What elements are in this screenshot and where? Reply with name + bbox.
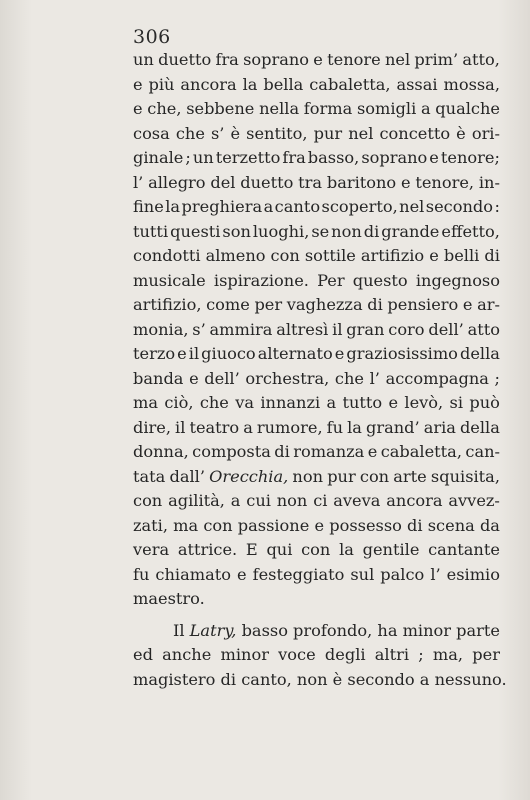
word: esimio: [446, 564, 500, 584]
word: la: [339, 540, 354, 559]
word: duetto: [240, 172, 294, 192]
word: forma: [303, 99, 353, 118]
word: aveva: [333, 491, 381, 510]
word: preghiera: [181, 197, 263, 216]
word: e: [133, 99, 143, 118]
word: fra: [282, 148, 306, 167]
word: artifizio: [360, 246, 425, 265]
word: a: [326, 393, 337, 412]
word: e: [334, 344, 345, 363]
word: tenore;: [440, 148, 500, 167]
italic-name: Orecchia,: [209, 466, 289, 486]
text-line: [133, 563, 500, 588]
word: ;: [185, 148, 191, 167]
word: dall’: [169, 466, 205, 486]
word: e: [388, 393, 399, 412]
text-line: [133, 97, 500, 122]
word: ma,: [432, 645, 464, 664]
word: qui: [266, 540, 293, 559]
word: per: [472, 645, 500, 664]
text-line: [133, 587, 500, 612]
word: scoperto,: [321, 197, 398, 216]
word: donna,: [133, 442, 189, 461]
word: cabaletta,: [380, 442, 462, 461]
text-line: [133, 668, 507, 693]
word: composta: [192, 442, 271, 461]
word: più: [148, 74, 175, 94]
word: ha: [377, 620, 398, 640]
word: e: [462, 295, 473, 314]
word: l’: [430, 564, 441, 584]
word: e: [313, 50, 323, 69]
word: almeno: [205, 246, 266, 265]
text-line: [133, 514, 500, 539]
word: la: [165, 197, 181, 216]
word: tenore,: [415, 172, 475, 192]
page-number: 306: [133, 26, 171, 48]
word: ori-: [471, 123, 500, 143]
word: tutto: [342, 393, 383, 412]
word: qualche: [435, 99, 500, 118]
word: terzetto: [215, 148, 281, 167]
word: tutti: [133, 221, 169, 241]
word: luoghi,: [252, 221, 310, 241]
word: e: [189, 368, 199, 388]
word: scena: [427, 515, 475, 535]
word: ispirazione.: [213, 270, 309, 290]
word: nel: [348, 123, 374, 143]
word: il: [188, 344, 200, 363]
text-line: [133, 244, 500, 269]
word: la: [242, 74, 258, 94]
word: e: [429, 246, 439, 265]
word: romanza: [293, 442, 365, 461]
word: ;: [418, 645, 424, 664]
word: che: [334, 368, 364, 388]
text-line: [133, 122, 500, 147]
word: avvez-: [448, 491, 500, 510]
word: nella: [259, 99, 300, 118]
word: minor: [220, 645, 269, 664]
word: cabaletta,: [309, 74, 391, 94]
word: e: [177, 344, 187, 363]
word: non: [276, 491, 308, 510]
word: aria: [423, 417, 456, 437]
word: del: [210, 172, 236, 192]
word: belli: [443, 246, 480, 265]
text-line: [133, 146, 500, 171]
word: con: [359, 466, 390, 486]
word: innanzi: [260, 393, 321, 412]
word: Il: [173, 620, 185, 640]
word: questi: [170, 221, 221, 241]
word: cantante: [428, 540, 500, 559]
word: il: [332, 319, 343, 339]
word: musicale: [133, 270, 206, 290]
word: tenore: [327, 50, 381, 69]
word: atto,: [462, 50, 500, 69]
word: altresì: [276, 319, 329, 339]
word: anche: [162, 645, 212, 664]
word: artifizio,: [133, 295, 202, 314]
word: degli: [324, 645, 366, 664]
word: banda: [133, 368, 184, 388]
word: festeggiato: [252, 564, 345, 584]
word: della: [459, 344, 500, 363]
word: ingegnoso: [415, 270, 500, 290]
word: ma: [173, 515, 199, 535]
word: questo: [352, 270, 408, 290]
word: vera: [133, 540, 170, 559]
word: canto: [274, 197, 321, 216]
word: passione: [237, 515, 310, 535]
word: un: [133, 50, 154, 69]
word: allegro: [148, 172, 206, 192]
word: duetto: [158, 50, 212, 69]
word: e: [367, 442, 378, 461]
word: se: [311, 221, 330, 241]
text-line: [133, 171, 500, 196]
word: rumore,: [256, 417, 323, 437]
word: della: [459, 417, 500, 437]
word: come: [206, 295, 250, 314]
word: gran: [346, 319, 385, 339]
word: la: [347, 417, 362, 437]
word: pur: [327, 466, 356, 486]
word: soprano: [243, 50, 310, 69]
word: a: [230, 491, 241, 510]
word: in-: [478, 172, 500, 192]
word: condotti: [133, 246, 201, 265]
word: secondo: [425, 197, 494, 216]
word: ammira: [209, 319, 273, 339]
word: di: [407, 515, 423, 535]
word: cosa: [133, 123, 170, 143]
word: ed: [133, 645, 153, 664]
word: monia,: [133, 319, 189, 339]
word: agilità,: [168, 491, 225, 510]
word: pur: [313, 123, 343, 143]
word: effetto,: [441, 221, 500, 241]
text-line: [133, 367, 500, 392]
word: s’: [210, 123, 225, 143]
word: graziosissimo: [346, 344, 458, 363]
body-text: [133, 48, 507, 692]
text-line: [133, 318, 500, 343]
word: mossa,: [443, 74, 500, 94]
word: da: [479, 515, 500, 535]
word: soprano: [361, 148, 428, 167]
word: tra: [298, 172, 323, 192]
text-line: [133, 440, 500, 465]
word: s’: [192, 319, 206, 339]
word: di: [367, 295, 383, 314]
word: dell’: [204, 368, 240, 388]
word: che,: [147, 99, 182, 118]
word: ;: [494, 368, 500, 388]
word: e: [237, 564, 247, 584]
word: cui: [246, 491, 271, 510]
word: e: [429, 148, 439, 167]
text-segment: maestro.: [133, 589, 205, 608]
word: ci: [313, 491, 328, 510]
text-line: [133, 489, 500, 514]
word: accompagna: [385, 368, 489, 388]
word: pensiero: [387, 295, 459, 314]
word: dire,: [133, 417, 172, 437]
text-line: [133, 465, 500, 490]
word: can-: [465, 442, 500, 461]
word: giuoco: [201, 344, 256, 363]
word: grand’: [365, 417, 420, 437]
word: alternato: [257, 344, 333, 363]
word: a: [263, 197, 274, 216]
word: squisita,: [430, 466, 500, 486]
word: non: [331, 221, 362, 241]
word: chiamato: [155, 564, 231, 584]
word: fu: [133, 564, 150, 584]
word: sottile: [304, 246, 356, 265]
word: con: [203, 515, 233, 535]
word: voce: [278, 645, 316, 664]
word: ma: [133, 393, 159, 412]
word: sul: [350, 564, 375, 584]
paragraph: [133, 619, 507, 693]
word: possesso: [329, 515, 402, 535]
word: dell’: [428, 319, 464, 339]
word: :: [494, 197, 500, 216]
word: un: [192, 148, 214, 167]
word: tata: [133, 466, 166, 486]
word: somigli: [356, 99, 417, 118]
word: non: [292, 466, 324, 486]
word: parte: [456, 620, 500, 640]
word: nel: [384, 50, 411, 69]
word: l’: [133, 172, 144, 192]
word: che: [175, 123, 205, 143]
word: terzo: [133, 344, 176, 363]
word: teatro: [189, 417, 240, 437]
word: va: [235, 393, 255, 412]
word: zati,: [133, 515, 169, 535]
word: sebbene: [186, 99, 255, 118]
word: levò,: [404, 393, 444, 412]
word: prim’: [414, 50, 459, 69]
word: sentito,: [246, 123, 308, 143]
word: minor: [402, 620, 451, 640]
word: ginale: [133, 148, 184, 167]
word: ancora: [386, 491, 443, 510]
text-line: [133, 342, 500, 367]
word: e: [400, 172, 411, 192]
word: fine: [133, 197, 164, 216]
word: per: [254, 295, 283, 314]
word: concetto: [379, 123, 451, 143]
word: baritono: [326, 172, 397, 192]
word: con: [133, 491, 163, 510]
word: e: [314, 515, 325, 535]
word: con: [270, 246, 300, 265]
text-line: [133, 220, 500, 245]
word: che: [199, 393, 229, 412]
word: son: [222, 221, 251, 241]
word: a: [243, 417, 253, 437]
text-line: [133, 269, 500, 294]
word: l’: [369, 368, 380, 388]
word: fra: [215, 50, 239, 69]
text-line: [133, 391, 500, 416]
word: gentile: [362, 540, 420, 559]
word: Per: [317, 270, 345, 290]
word: nel: [399, 197, 425, 216]
word: di: [363, 221, 380, 241]
text-line: [133, 619, 500, 644]
word: di: [484, 246, 500, 265]
text-line: [133, 195, 500, 220]
word: arte: [393, 466, 427, 486]
text-line: [133, 643, 500, 668]
text-segment: magistero di canto, non è secondo a nessuno.: [133, 669, 507, 689]
word: a: [420, 99, 431, 118]
word: vaghezza: [286, 295, 363, 314]
word: è: [456, 123, 466, 143]
word: ciò,: [164, 393, 194, 412]
word: e: [133, 74, 143, 94]
word: basso: [241, 620, 288, 640]
text-line: [133, 416, 500, 441]
text-line: [133, 73, 500, 98]
word: orchestra,: [245, 368, 330, 388]
word: con: [301, 540, 331, 559]
word: altri: [374, 645, 410, 664]
word: si: [449, 393, 464, 412]
word: può: [469, 393, 500, 412]
word: grande: [381, 221, 440, 241]
word: profondo,: [293, 620, 373, 640]
word: basso,: [307, 148, 360, 167]
italic-name: Latry,: [189, 620, 237, 640]
word: il: [175, 417, 186, 437]
word: fu: [326, 417, 344, 437]
word: è: [230, 123, 241, 143]
text-line: [133, 538, 500, 563]
text-line: [133, 293, 500, 318]
word: palco: [380, 564, 425, 584]
word: attrice.: [177, 540, 238, 559]
word: assai: [396, 74, 438, 94]
word: di: [274, 442, 290, 461]
paragraph: [133, 48, 500, 612]
word: atto: [467, 319, 500, 339]
word: ar-: [477, 295, 500, 314]
text-line: [133, 48, 500, 73]
word: ancora: [180, 74, 237, 94]
word: coro: [388, 319, 425, 339]
word: E: [245, 540, 258, 559]
word: bella: [263, 74, 304, 94]
